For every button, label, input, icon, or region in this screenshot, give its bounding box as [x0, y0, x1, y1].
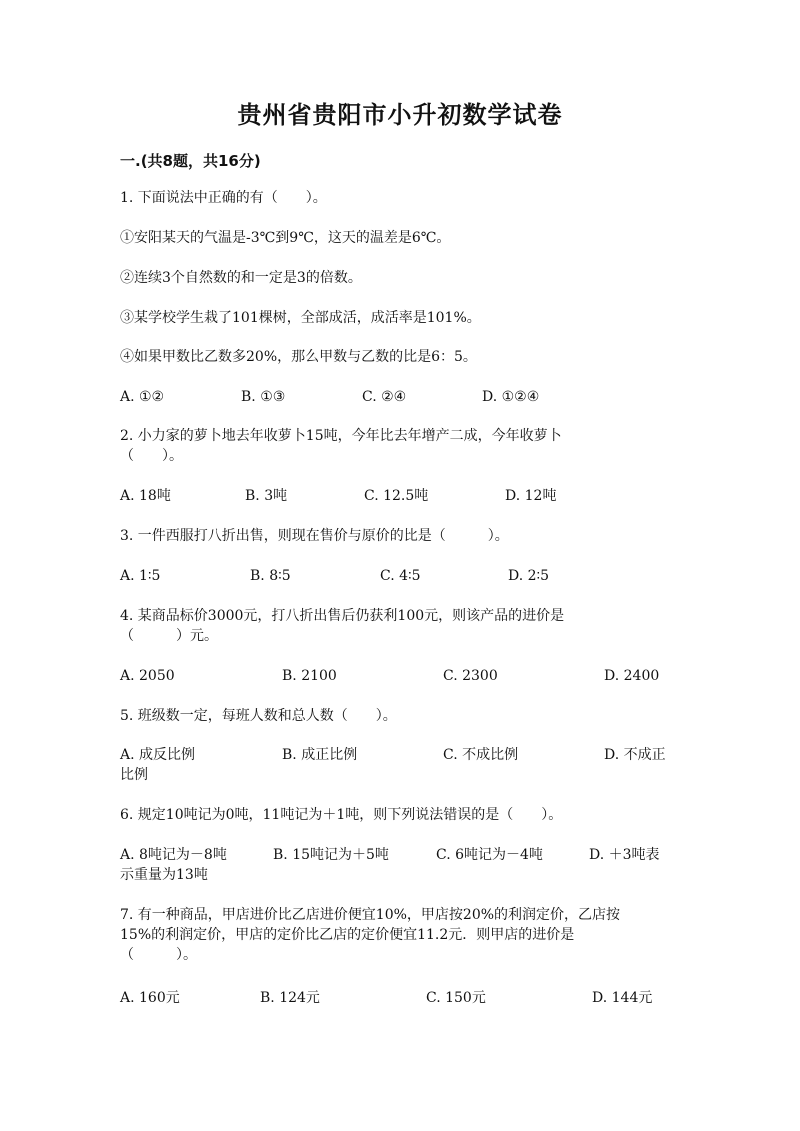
question-1-option-c: C. ②④: [362, 389, 407, 405]
question-4-option-b: B. 2100: [282, 668, 337, 684]
question-2-option-b: B. 3吨: [245, 488, 288, 504]
question-1-statement-1: ①安阳某天的气温是-3℃到9℃，这天的温差是6℃。: [120, 230, 451, 246]
question-3-option-a: A. 1∶5: [120, 568, 161, 584]
question-6-option-d-wrap: 示重量为13吨: [120, 867, 208, 883]
question-2-stem: 2. 小力家的萝卜地去年收萝卜15吨，今年比去年增产二成，今年收萝卜: [120, 428, 562, 444]
question-7-option-a: A. 160元: [120, 990, 180, 1006]
question-4-option-a: A. 2050: [120, 668, 175, 684]
question-5-option-b: B. 成正比例: [282, 747, 358, 763]
question-5-stem: 5. 班级数一定，每班人数和总人数（ ）。: [120, 708, 397, 724]
section-heading: 一.(共8题，共16分): [120, 152, 261, 170]
question-7-stem-cont-2: （ ）。: [120, 947, 197, 963]
question-1-statement-4: ④如果甲数比乙数多20%，那么甲数与乙数的比是6：5。: [120, 349, 477, 365]
question-3-option-b: B. 8∶5: [250, 568, 291, 584]
question-1-option-d: D. ①②④: [482, 389, 540, 405]
question-6-option-d: D. ＋3吨表: [589, 847, 660, 863]
question-2-stem-cont: （ ）。: [120, 448, 183, 464]
question-6-option-b: B. 15吨记为＋5吨: [273, 847, 389, 863]
question-4-stem-cont: （ ）元。: [120, 628, 218, 644]
question-7-stem-cont-1: 15%的利润定价，甲店的定价比乙店的定价便宜11.2元．则甲店的进价是: [120, 927, 575, 943]
question-1-option-b: B. ①③: [241, 389, 286, 405]
question-7-option-c: C. 150元: [426, 990, 486, 1006]
question-4-option-c: C. 2300: [443, 668, 498, 684]
question-7-option-d: D. 144元: [592, 990, 653, 1006]
question-1-statement-2: ②连续3个自然数的和一定是3的倍数。: [120, 270, 362, 286]
question-4-option-d: D. 2400: [604, 668, 660, 684]
question-5-option-d-wrap: 比例: [120, 767, 148, 783]
question-6-stem: 6. 规定10吨记为0吨，11吨记为＋1吨，则下列说法错误的是（ ）。: [120, 807, 563, 823]
question-1-statement-3: ③某学校学生栽了101棵树，全部成活，成活率是101%。: [120, 310, 481, 326]
question-5-option-d: D. 不成正: [604, 747, 666, 763]
question-2-option-a: A. 18吨: [120, 488, 171, 504]
question-3-option-c: C. 4∶5: [380, 568, 421, 584]
page-title: 贵州省贵阳市小升初数学试卷: [237, 101, 563, 129]
question-7-stem: 7. 有一种商品，甲店进价比乙店进价便宜10%，甲店按20%的利润定价，乙店按: [120, 907, 621, 923]
question-6-option-a: A. 8吨记为－8吨: [120, 847, 227, 863]
question-7-option-b: B. 124元: [260, 990, 320, 1006]
question-5-option-a: A. 成反比例: [120, 747, 196, 763]
question-1-stem: 1. 下面说法中正确的有（ ）。: [120, 190, 327, 206]
question-2-option-d: D. 12吨: [505, 488, 557, 504]
question-2-option-c: C. 12.5吨: [364, 488, 429, 504]
question-6-option-c: C. 6吨记为－4吨: [436, 847, 543, 863]
question-3-option-d: D. 2∶5: [508, 568, 550, 584]
question-4-stem: 4. 某商品标价3000元，打八折出售后仍获利100元，则该产品的进价是: [120, 608, 565, 624]
question-1-option-a: A. ①②: [120, 389, 165, 405]
question-3-stem: 3. 一件西服打八折出售，则现在售价与原价的比是（ ）。: [120, 528, 509, 544]
question-5-option-c: C. 不成比例: [443, 747, 519, 763]
